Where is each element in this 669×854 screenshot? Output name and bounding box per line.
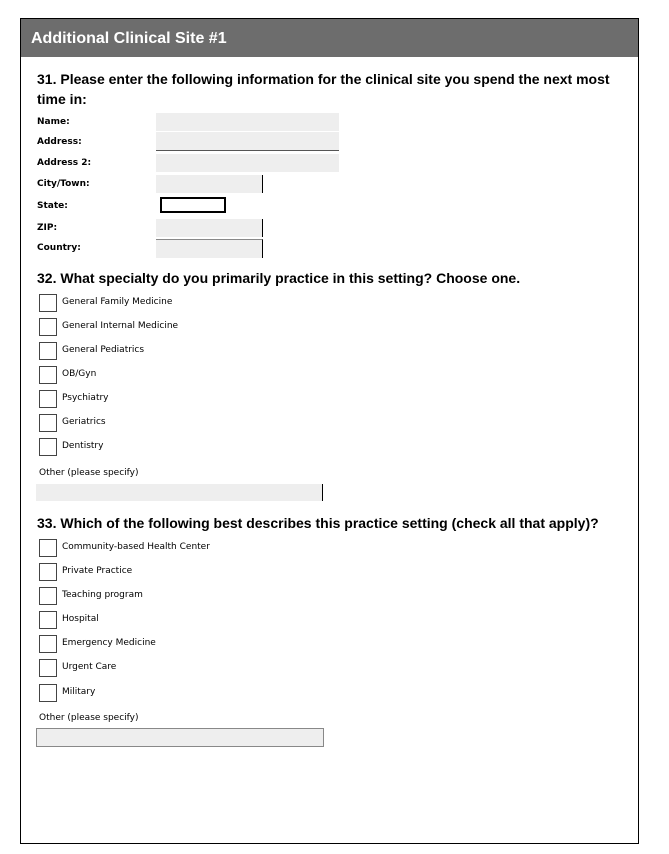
option-label: Community-based Health Center	[62, 542, 210, 552]
other-specify-label: Other (please specify)	[39, 468, 139, 478]
option-label: General Internal Medicine	[62, 321, 179, 331]
zip-label: ZIP:	[37, 223, 58, 233]
option-label: General Family Medicine	[62, 297, 173, 307]
option-label: Hospital	[62, 614, 99, 624]
address-field[interactable]	[156, 132, 339, 151]
name-label: Name:	[37, 117, 70, 127]
other-specify-input[interactable]	[36, 484, 323, 501]
checkbox[interactable]	[39, 318, 57, 336]
question-31: 31. Please enter the following information for the clinical site you spend the next most time in:	[37, 71, 610, 107]
country-label: Country:	[37, 243, 81, 253]
zip-field[interactable]	[156, 219, 263, 237]
other-specify-label: Other (please specify)	[39, 713, 139, 723]
option-label: Urgent Care	[62, 662, 117, 672]
address-label: Address:	[37, 137, 82, 147]
checkbox[interactable]	[39, 390, 57, 408]
state-field[interactable]	[160, 197, 226, 213]
checkbox[interactable]	[39, 563, 57, 581]
state-label: State:	[37, 201, 68, 211]
address2-label: Address 2:	[37, 158, 92, 168]
option-label: Emergency Medicine	[62, 638, 156, 648]
checkbox[interactable]	[39, 366, 57, 384]
city-label: City/Town:	[37, 179, 90, 189]
checkbox[interactable]	[39, 659, 57, 677]
checkbox[interactable]	[39, 611, 57, 629]
question-33: 33. Which of the following best describes this practice setting (check all that apply)?	[37, 515, 599, 531]
option-label: OB/Gyn	[62, 369, 97, 379]
option-label: General Pediatrics	[62, 345, 145, 355]
other-specify-input[interactable]	[36, 728, 324, 747]
option-label: Geriatrics	[62, 417, 106, 427]
address2-field[interactable]	[156, 154, 339, 172]
survey-page	[20, 18, 639, 844]
checkbox[interactable]	[39, 342, 57, 360]
option-label: Psychiatry	[62, 393, 109, 403]
option-label: Private Practice	[62, 566, 133, 576]
city-field[interactable]	[156, 175, 263, 193]
option-label: Dentistry	[62, 441, 104, 451]
checkbox[interactable]	[39, 635, 57, 653]
checkbox[interactable]	[39, 539, 57, 557]
checkbox[interactable]	[39, 294, 57, 312]
checkbox[interactable]	[39, 414, 57, 432]
section-header: Additional Clinical Site #1	[21, 19, 638, 57]
name-field[interactable]	[156, 113, 339, 131]
checkbox[interactable]	[39, 684, 57, 702]
checkbox[interactable]	[39, 587, 57, 605]
country-field[interactable]	[156, 239, 263, 258]
checkbox[interactable]	[39, 438, 57, 456]
option-label: Military	[62, 687, 96, 697]
option-label: Teaching program	[62, 590, 143, 600]
question-32: 32. What specialty do you primarily practice in this setting? Choose one.	[37, 270, 521, 286]
